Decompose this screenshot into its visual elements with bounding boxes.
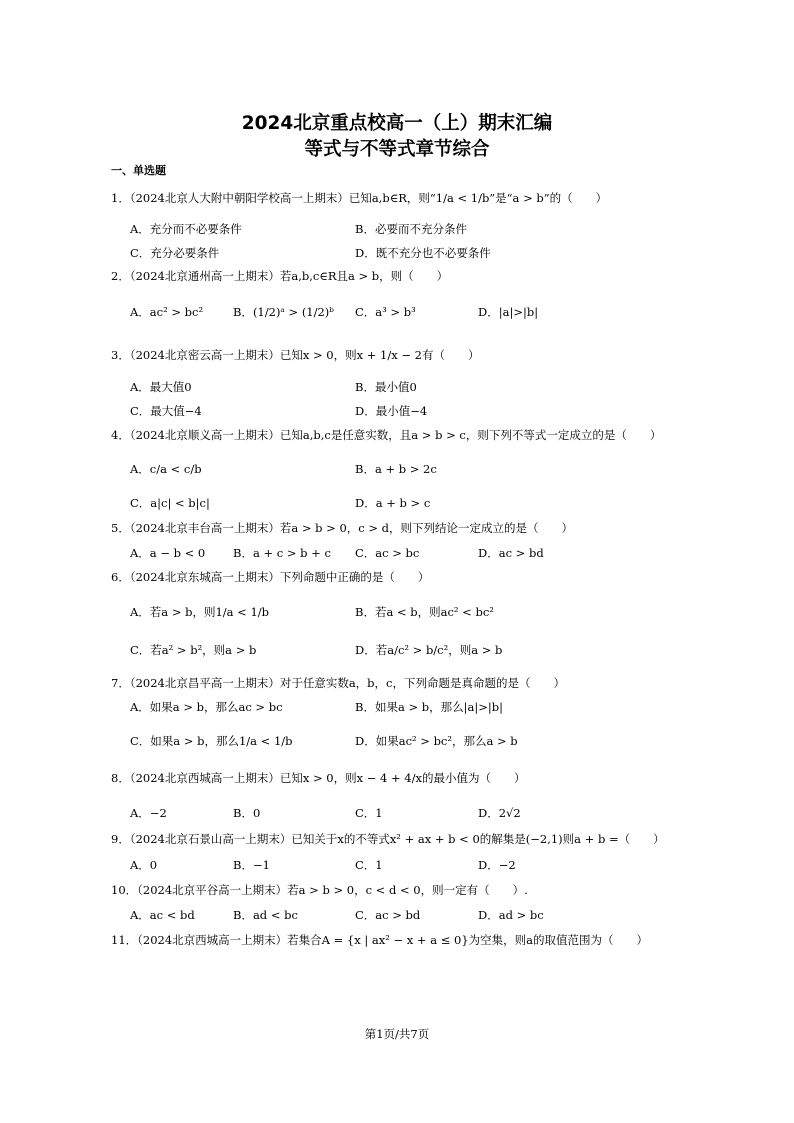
- question-5-option-a: A．a − b < 0: [130, 546, 206, 560]
- question-8-option-a: A．−2: [130, 806, 167, 820]
- question-10-option-d: D．ad > bc: [478, 908, 544, 922]
- question-5-option-b: B．a + c > b + c: [233, 546, 331, 560]
- question-4-option-b: B．a + b > 2c: [355, 462, 437, 476]
- question-8-option-b: B．0: [233, 806, 261, 820]
- question-4-option-a: A．c/a < c/b: [130, 462, 202, 476]
- section-heading: 一、单选题: [111, 164, 166, 177]
- question-6-stem: 6．（2024北京东城高一上期末）下列命题中正确的是（ ）: [111, 570, 430, 584]
- question-7-option-b: B．如果a > b，那么|a|>|b|: [355, 700, 503, 714]
- question-6-option-d: D．若a/c² > b/c²，则a > b: [355, 643, 503, 657]
- question-3-option-b: B．最小值0: [355, 380, 417, 394]
- question-1-option-c: C．充分必要条件: [130, 246, 220, 260]
- question-3-option-d: D．最小值−4: [355, 404, 428, 418]
- question-5-stem: 5．（2024北京丰台高一上期末）若a > b > 0，c > d，则下列结论一定成立的是（ ）: [111, 521, 574, 535]
- question-9-stem: 9．（2024北京石景山高一上期末）已知关于x的不等式x² + ax + b < 0的解集是(−2,1)则a + b =（ ）: [111, 832, 665, 846]
- document-title: 2024北京重点校高一（上）期末汇编: [241, 113, 553, 134]
- question-9-option-c: C．1: [355, 858, 383, 872]
- question-8-stem: 8．（2024北京西城高一上期末）已知x > 0，则x − 4 + 4/x的最小值为（ ）: [111, 771, 526, 785]
- question-3-option-a: A．最大值0: [130, 380, 192, 394]
- question-1-option-b: B．必要而不充分条件: [355, 222, 467, 236]
- question-4-stem: 4．（2024北京顺义高一上期末）已知a,b,c是任意实数，且a > b > c，则下列不等式一定成立的是（ ）: [111, 428, 662, 442]
- question-8-option-c: C．1: [355, 806, 383, 820]
- question-6-option-c: C．若a² > b²，则a > b: [130, 643, 257, 657]
- question-3-stem: 3．（2024北京密云高一上期末）已知x > 0，则x + 1/x − 2有（ ）: [111, 348, 480, 362]
- question-9-option-a: A．0: [130, 858, 158, 872]
- document-subtitle: 等式与不等式章节综合: [304, 139, 490, 160]
- question-5-option-c: C．ac > bc: [355, 546, 420, 560]
- question-4-option-c: C．a|c| < b|c|: [130, 496, 210, 510]
- question-2-option-a: A．ac² > bc²: [130, 305, 204, 319]
- question-7-option-c: C．如果a > b，那么1/a < 1/b: [130, 734, 293, 748]
- question-7-option-a: A．如果a > b，那么ac > bc: [130, 700, 283, 714]
- question-6-option-a: A．若a > b，则1/a < 1/b: [130, 605, 270, 619]
- question-2-option-c: C．a³ > b³: [355, 305, 416, 319]
- question-5-option-d: D．ac > bd: [478, 546, 544, 560]
- question-11-stem: 11．（2024北京西城高一上期末）若集合A = {x | ax² − x + a ≤ 0}为空集，则a的取值范围为（ ）: [111, 933, 649, 947]
- question-10-option-c: C．ac > bd: [355, 908, 421, 922]
- question-7-stem: 7．（2024北京昌平高一上期末）对于任意实数a，b，c，下列命题是真命题的是（ ）: [111, 676, 565, 690]
- page-footer: 第1页/共7页: [364, 1027, 430, 1041]
- question-1-option-a: A．充分而不必要条件: [130, 222, 242, 236]
- question-2-option-b: B．(1/2)ᵃ > (1/2)ᵇ: [233, 305, 334, 319]
- question-3-option-c: C．最大值−4: [130, 404, 202, 418]
- question-10-option-b: B．ad < bc: [233, 908, 298, 922]
- question-10-option-a: A．ac < bd: [130, 908, 195, 922]
- question-2-option-d: D．|a|>|b|: [478, 305, 539, 319]
- question-7-option-d: D．如果ac² > bc²，那么a > b: [355, 734, 518, 748]
- question-1-option-d: D．既不充分也不必要条件: [355, 246, 491, 260]
- question-6-option-b: B．若a < b，则ac² < bc²: [355, 605, 494, 619]
- question-1-stem: 1．（2024北京人大附中朝阳学校高一上期末）已知a,b∈R，则“1/a < 1/b”是“a > b”的（ ）: [111, 191, 608, 205]
- question-9-option-b: B．−1: [233, 858, 270, 872]
- question-9-option-d: D．−2: [478, 858, 516, 872]
- question-2-stem: 2．（2024北京通州高一上期末）若a,b,c∈R且a > b，则（ ）: [111, 269, 449, 283]
- question-8-option-d: D．2√2: [478, 806, 521, 820]
- question-10-stem: 10．（2024北京平谷高一上期末）若a > b > 0，c < d < 0，则一定有（ ）.: [111, 883, 528, 897]
- question-4-option-d: D．a + b > c: [355, 496, 431, 510]
